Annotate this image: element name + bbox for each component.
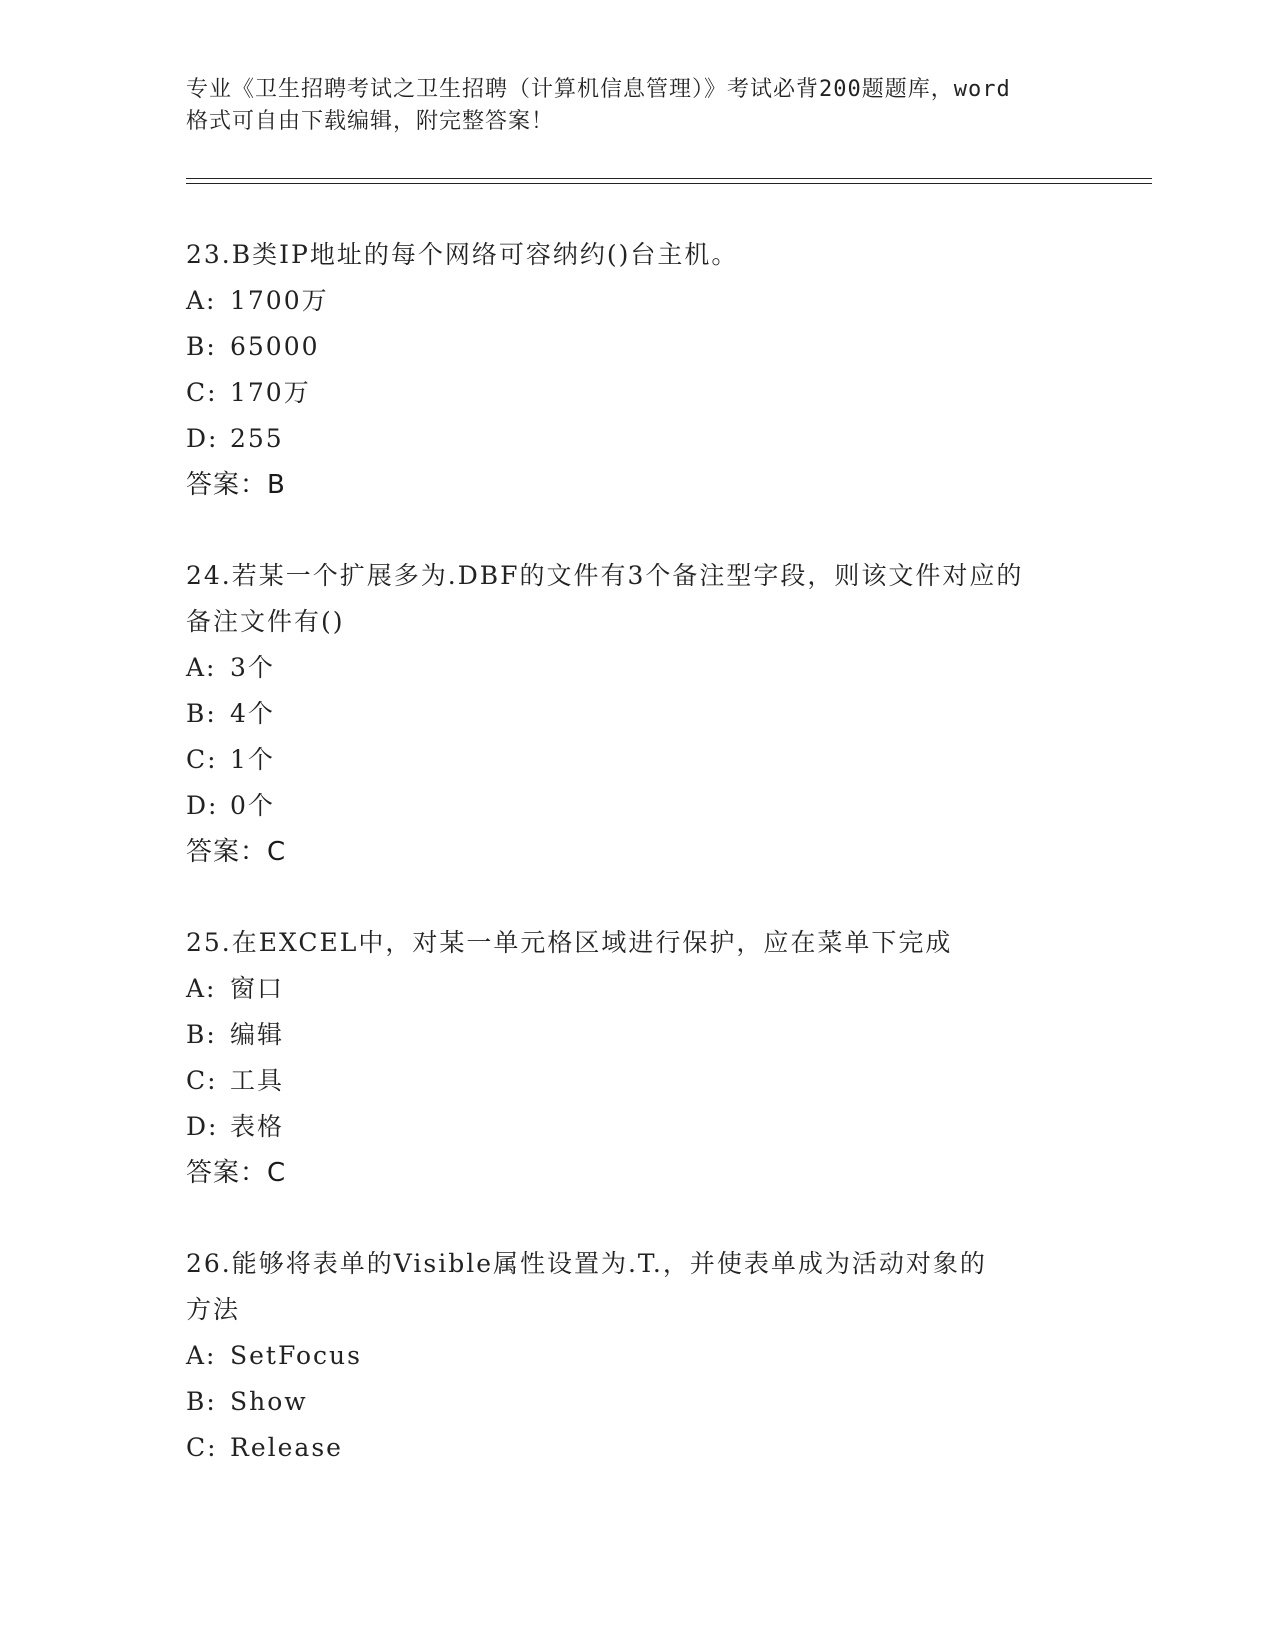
question-text: 25.在EXCEL中，对某一单元格区域进行保护，应在菜单下完成 (186, 928, 953, 957)
option-letter: B: (186, 699, 217, 728)
option-d (186, 416, 1106, 462)
option-text: 工具 (230, 1066, 285, 1095)
answer-line: 答案：C (186, 1158, 287, 1188)
question-text-continued: 方法 (186, 1295, 241, 1324)
option-letter: D: (186, 791, 219, 820)
option-letter: C: (186, 745, 218, 774)
header-line-1: 专业《卫生招聘考试之卫生招聘（计算机信息管理）》考试必背200题题库，word (186, 77, 1011, 102)
option-letter: A: (186, 1341, 217, 1370)
option-d (186, 783, 1106, 829)
option-b (186, 1012, 1106, 1058)
option-letter: C: (186, 1433, 218, 1462)
option-text: 1700万 (230, 286, 329, 315)
option-text: SetFocus (230, 1341, 362, 1370)
option-letter: A: (186, 974, 217, 1003)
option-c (186, 1058, 1106, 1104)
option-letter: B: (186, 1020, 217, 1049)
option-text: 0个 (230, 791, 275, 820)
option-text: 65000 (230, 332, 320, 361)
option-text: 255 (230, 424, 284, 453)
option-letter: D: (186, 1112, 219, 1141)
answer-line: 答案：C (186, 837, 287, 867)
header-rule-bottom (186, 183, 1152, 184)
question-23 (186, 232, 1106, 508)
question-25 (186, 920, 1106, 1196)
option-c (186, 370, 1106, 416)
option-letter: C: (186, 378, 218, 407)
option-letter: C: (186, 1066, 218, 1095)
header-line-2: 格式可自由下载编辑，附完整答案！ (186, 109, 555, 134)
document-header (186, 74, 1086, 138)
option-c (186, 1425, 1106, 1471)
option-a (186, 278, 1106, 324)
answer-line: 答案：B (186, 470, 286, 500)
question-text: 23.B类IP地址的每个网络可容纳约()台主机。 (186, 240, 739, 269)
option-letter: A: (186, 286, 217, 315)
option-letter: D: (186, 424, 219, 453)
option-text: 3个 (230, 653, 275, 682)
option-letter: A: (186, 653, 217, 682)
question-24 (186, 553, 1106, 875)
option-d (186, 1104, 1106, 1150)
option-b (186, 324, 1106, 370)
option-text: 1个 (230, 745, 275, 774)
option-b (186, 691, 1106, 737)
option-a (186, 645, 1106, 691)
question-26 (186, 1241, 1106, 1471)
header-rule-top (186, 178, 1152, 179)
option-text: Show (230, 1387, 308, 1416)
option-text: 170万 (230, 378, 311, 407)
option-a (186, 966, 1106, 1012)
question-text: 26.能够将表单的Visible属性设置为.T.，并使表单成为活动对象的 (186, 1249, 987, 1278)
option-a (186, 1333, 1106, 1379)
question-text: 24.若某一个扩展多为.DBF的文件有3个备注型字段，则该文件对应的 (186, 561, 1024, 590)
question-text-continued: 备注文件有() (186, 607, 345, 636)
option-text: 4个 (230, 699, 275, 728)
option-text: 表格 (230, 1112, 285, 1141)
option-text: Release (230, 1433, 343, 1462)
option-text: 窗口 (230, 974, 285, 1003)
option-text: 编辑 (230, 1020, 285, 1049)
option-b (186, 1379, 1106, 1425)
option-c (186, 737, 1106, 783)
option-letter: B: (186, 1387, 217, 1416)
option-letter: B: (186, 332, 217, 361)
